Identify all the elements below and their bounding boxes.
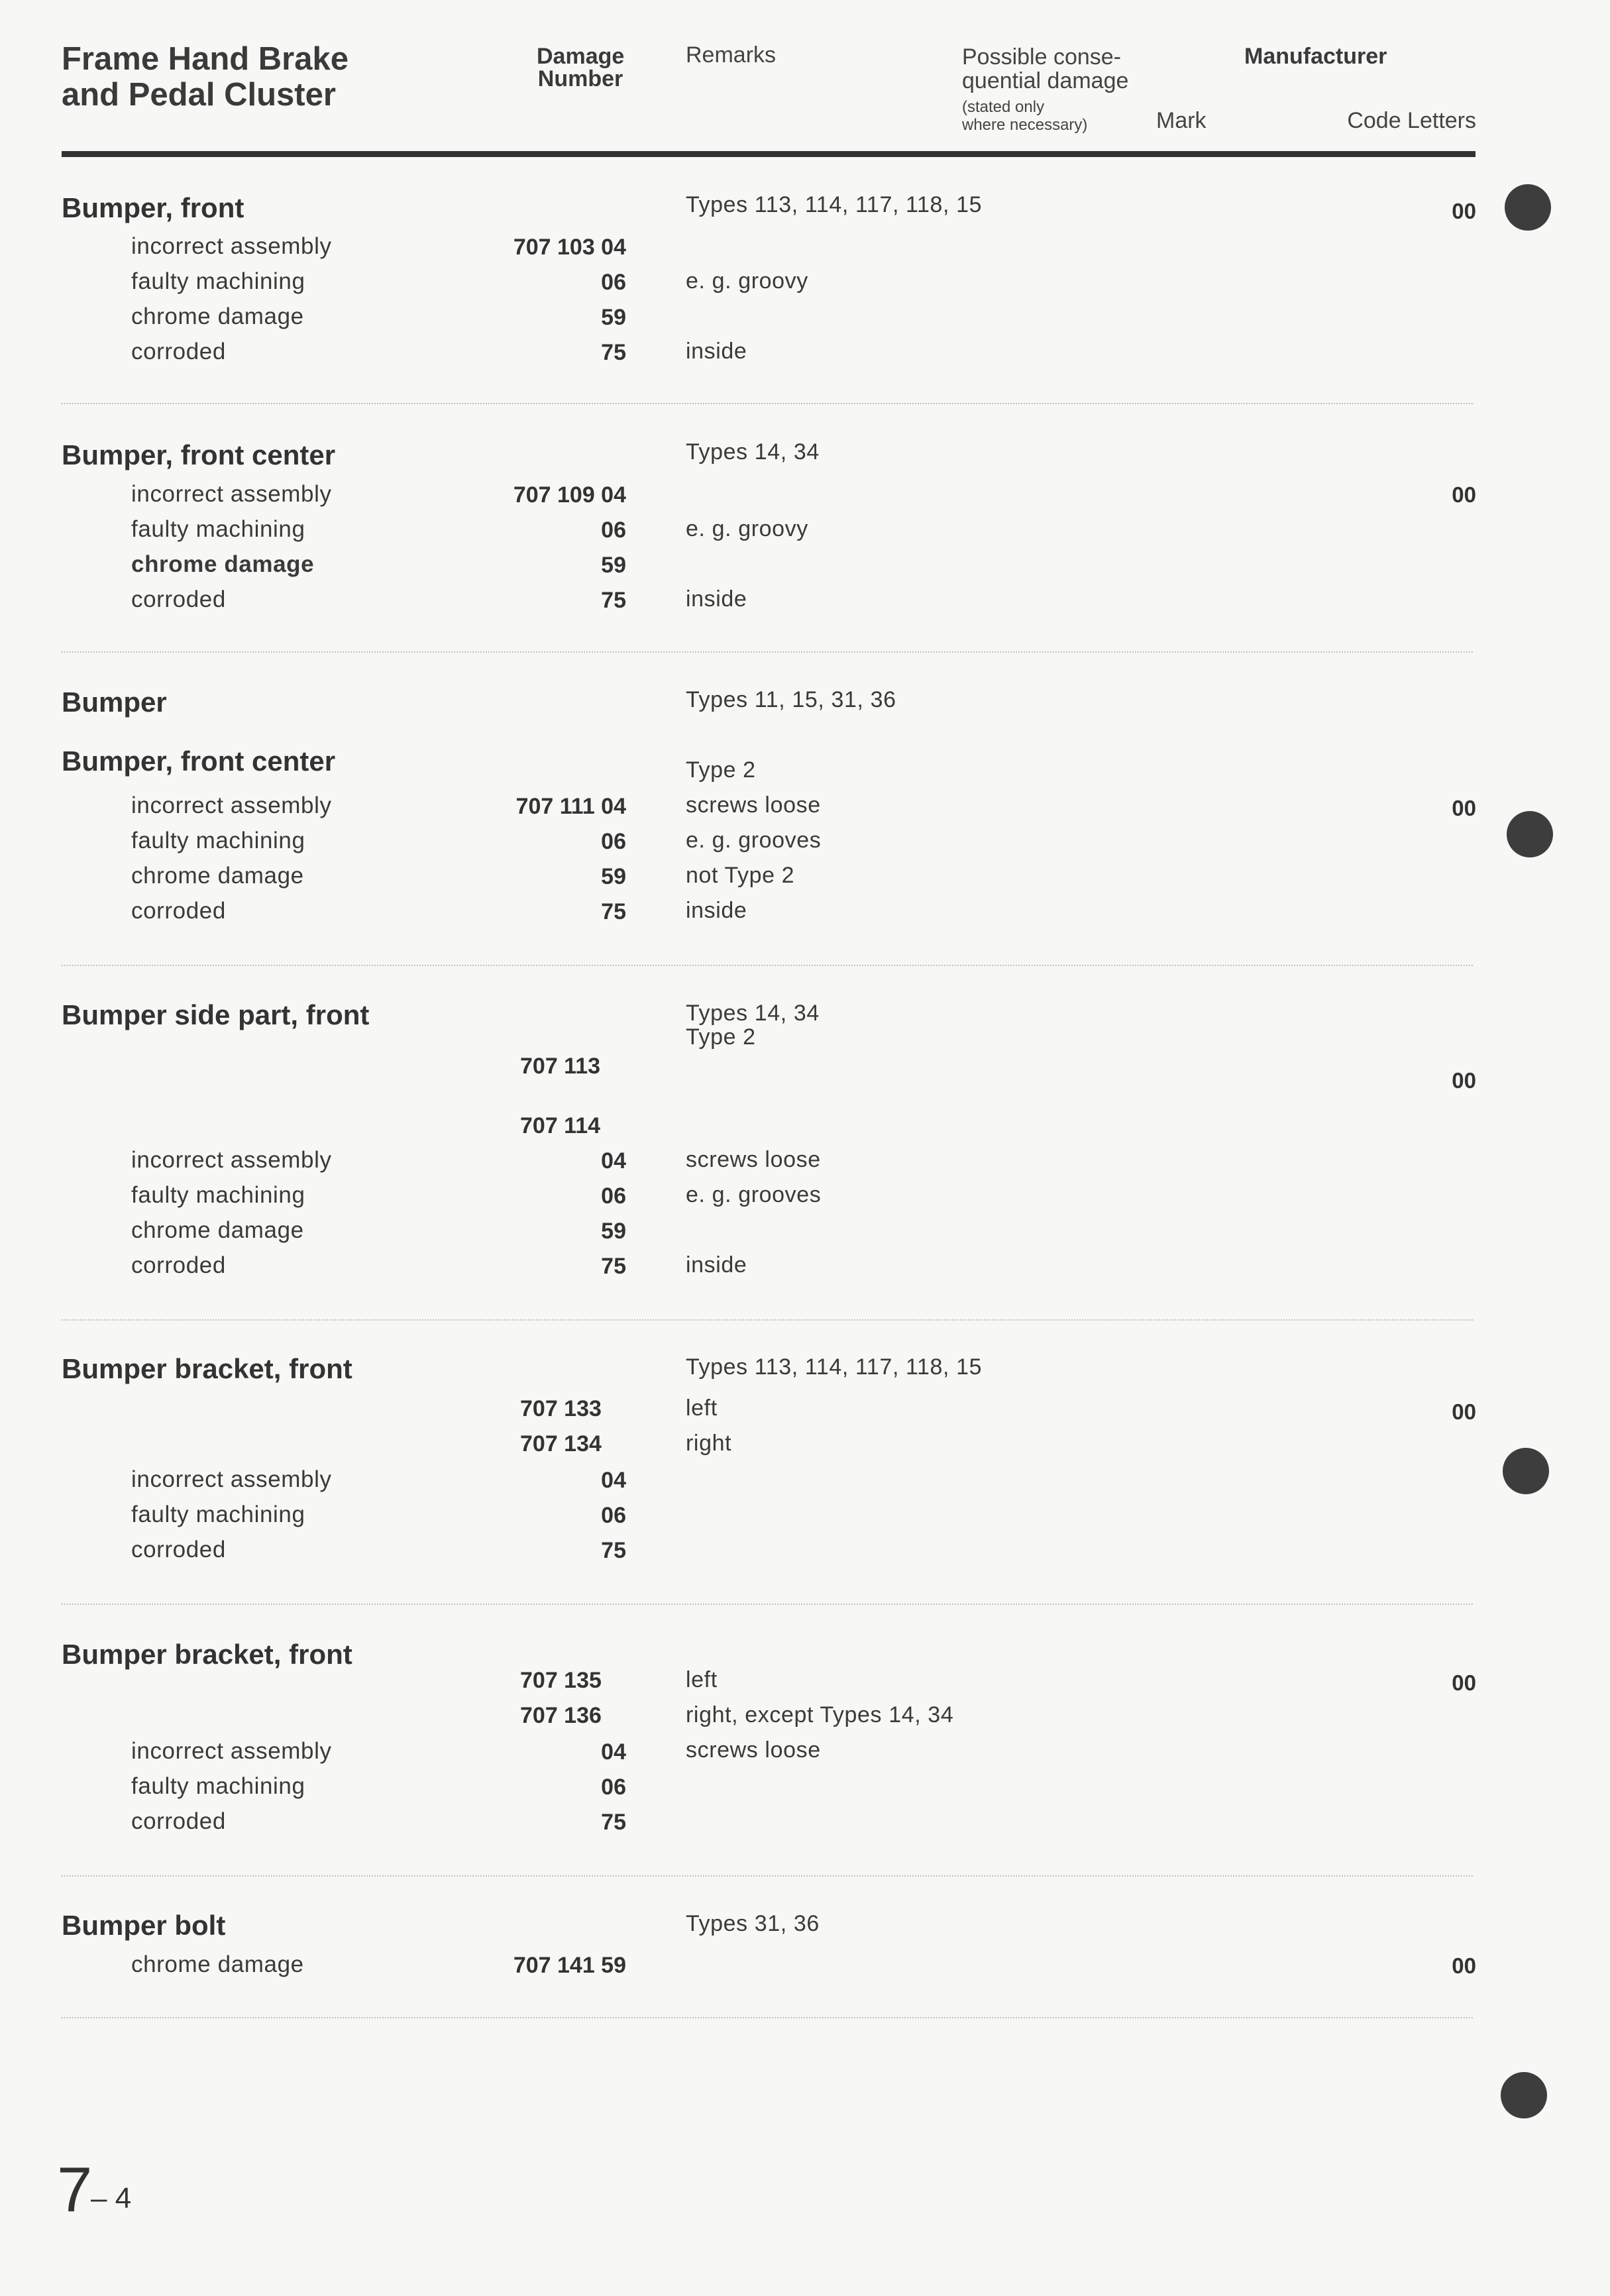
remarks-header: Remarks [686, 42, 777, 68]
part-number-prefix: 707 113 [520, 1054, 601, 1079]
damage-label: chrome damage [131, 863, 304, 889]
damage-remark: screws loose [686, 1737, 821, 1763]
damage-label: chrome damage [131, 1951, 304, 1977]
damage-remark: inside [686, 1252, 747, 1278]
part-number-prefix: 707 135 [520, 1668, 602, 1693]
damage-label: incorrect assembly [131, 1147, 332, 1173]
damage-remark: inside [686, 898, 747, 923]
damage-label: incorrect assembly [131, 481, 332, 507]
damage-label: incorrect assembly [131, 793, 332, 818]
damage-number: 59 [601, 864, 626, 889]
possible-damage-header [962, 45, 1128, 93]
damage-number: 59 [601, 305, 626, 330]
damage-number: 06 [601, 1503, 626, 1528]
part-number-prefix: 707 136 [520, 1703, 602, 1728]
section-title: Bumper bracket, front [62, 1353, 352, 1384]
page-chapter-number: 7 [57, 2154, 93, 2225]
stated-note-line-2: where necessary) [962, 116, 1088, 134]
code-letters-header: Code Letters [1347, 108, 1476, 133]
stated-note [962, 98, 1087, 134]
damage-number: 59 [601, 1219, 626, 1244]
damage-label: faulty machining [131, 268, 305, 294]
section-divider [62, 1604, 1473, 1605]
possible-header-line-2: quential damage [962, 68, 1129, 93]
section-types: Types 11, 15, 31, 36 [686, 687, 896, 712]
section-divider [62, 2017, 1473, 2018]
section-title: Bumper bolt [62, 1910, 226, 1941]
damage-number: 06 [601, 1183, 626, 1209]
binder-hole [1505, 184, 1551, 231]
possible-header-line-1: Possible conse- [962, 44, 1122, 70]
damage-remark: e. g. grooves [686, 1182, 822, 1207]
code-letters-value: 00 [1452, 199, 1476, 223]
damage-number: 75 [601, 588, 626, 613]
section-types: Types 113, 114, 117, 118, 15 [686, 192, 983, 217]
damage-label: faulty machining [131, 1182, 305, 1208]
section-title: Bumper side part, front [62, 999, 370, 1030]
damage-remark: e. g. groovy [686, 268, 808, 294]
damage-number: 06 [601, 1775, 626, 1800]
binder-hole [1507, 811, 1553, 857]
section-divider [62, 651, 1473, 653]
damage-label: corroded [131, 1537, 226, 1562]
title-line-1: Frame Hand Brake [62, 41, 349, 77]
section-types [686, 1001, 820, 1049]
damage-label: incorrect assembly [131, 233, 332, 259]
damage-label: faulty machining [131, 1502, 305, 1527]
damage-number: 04 [601, 1739, 626, 1765]
damage-remark: screws loose [686, 793, 821, 818]
damage-remark: right, except Types 14, 34 [686, 1702, 954, 1727]
damage-label: chrome damage [131, 303, 304, 329]
damage-number: 707 103 04 [513, 235, 626, 260]
section-types-line-2: Type 2 [686, 1024, 756, 1050]
damage-remark: e. g. groovy [686, 516, 808, 541]
damage-header-line-1: Damage [537, 44, 625, 69]
section-types: Types 14, 34 [686, 439, 820, 465]
damage-number: 75 [601, 340, 626, 365]
manufacturer-header: Manufacturer [1244, 44, 1387, 69]
damage-number-header [537, 45, 624, 90]
damage-header-line-2: Number [537, 66, 623, 91]
damage-remark: inside [686, 339, 747, 364]
damage-label: corroded [131, 339, 226, 364]
damage-number: 04 [601, 1468, 626, 1493]
damage-label: faulty machining [131, 828, 305, 853]
damage-remark: e. g. grooves [686, 828, 822, 853]
code-letters-value: 00 [1452, 1399, 1476, 1424]
damage-label: incorrect assembly [131, 1466, 332, 1492]
section-subtypes: Type 2 [686, 757, 756, 783]
damage-label: chrome damage [131, 1217, 304, 1243]
damage-number: 707 141 59 [513, 1953, 626, 1978]
part-number-prefix: 707 114 [520, 1113, 601, 1138]
code-letters-value: 00 [1452, 482, 1476, 507]
section-title: Bumper bracket, front [62, 1639, 352, 1670]
damage-remark: left [686, 1667, 718, 1692]
stated-note-line-1: (stated only [962, 98, 1045, 116]
mark-header: Mark [1156, 108, 1207, 133]
damage-number: 75 [601, 1254, 626, 1279]
part-number-prefix: 707 134 [520, 1431, 602, 1456]
damage-remark: right [686, 1431, 732, 1456]
title-line-2: and Pedal Cluster [62, 77, 336, 113]
code-letters-value: 00 [1452, 1670, 1476, 1695]
damage-label: corroded [131, 586, 226, 612]
page-number-suffix: – 4 [91, 2182, 132, 2214]
damage-label: faulty machining [131, 1773, 305, 1799]
section-divider [62, 403, 1473, 404]
section-divider [62, 965, 1473, 966]
damage-number: 06 [601, 270, 626, 295]
damage-number: 06 [601, 829, 626, 854]
damage-remark: not Type 2 [686, 863, 795, 888]
damage-number: 75 [601, 899, 626, 924]
damage-number: 59 [601, 553, 626, 578]
section-types: Types 113, 114, 117, 118, 15 [686, 1354, 983, 1380]
part-number-prefix: 707 133 [520, 1396, 602, 1421]
damage-label: incorrect assembly [131, 1738, 332, 1764]
damage-label: corroded [131, 1808, 226, 1834]
header-rule [62, 151, 1476, 157]
damage-number: 75 [601, 1810, 626, 1835]
damage-label: chrome damage [131, 551, 315, 577]
damage-label: corroded [131, 1252, 226, 1278]
damage-number: 707 109 04 [513, 482, 626, 508]
section-title: Bumper, front center [62, 439, 336, 470]
code-letters-value: 00 [1452, 1068, 1476, 1093]
code-letters-value: 00 [1452, 796, 1476, 820]
section-subtitle: Bumper, front center [62, 745, 336, 777]
section-types: Types 31, 36 [686, 1911, 820, 1936]
damage-remark: left [686, 1395, 718, 1421]
damage-number: 04 [601, 1148, 626, 1174]
page-title [62, 41, 349, 113]
binder-hole [1501, 2072, 1547, 2118]
damage-number: 75 [601, 1538, 626, 1563]
section-title: Bumper, front [62, 192, 244, 223]
section-divider [62, 1875, 1473, 1877]
section-title: Bumper [62, 686, 167, 718]
damage-label: corroded [131, 898, 226, 924]
damage-remark: screws loose [686, 1147, 821, 1172]
section-divider [62, 1319, 1473, 1321]
binder-hole [1503, 1448, 1549, 1494]
damage-label: faulty machining [131, 516, 305, 542]
damage-number: 707 111 04 [515, 794, 626, 819]
section-types-line-1: Types 14, 34 [686, 1001, 820, 1026]
code-letters-value: 00 [1452, 1953, 1476, 1978]
damage-remark: inside [686, 586, 747, 612]
damage-number: 06 [601, 518, 626, 543]
